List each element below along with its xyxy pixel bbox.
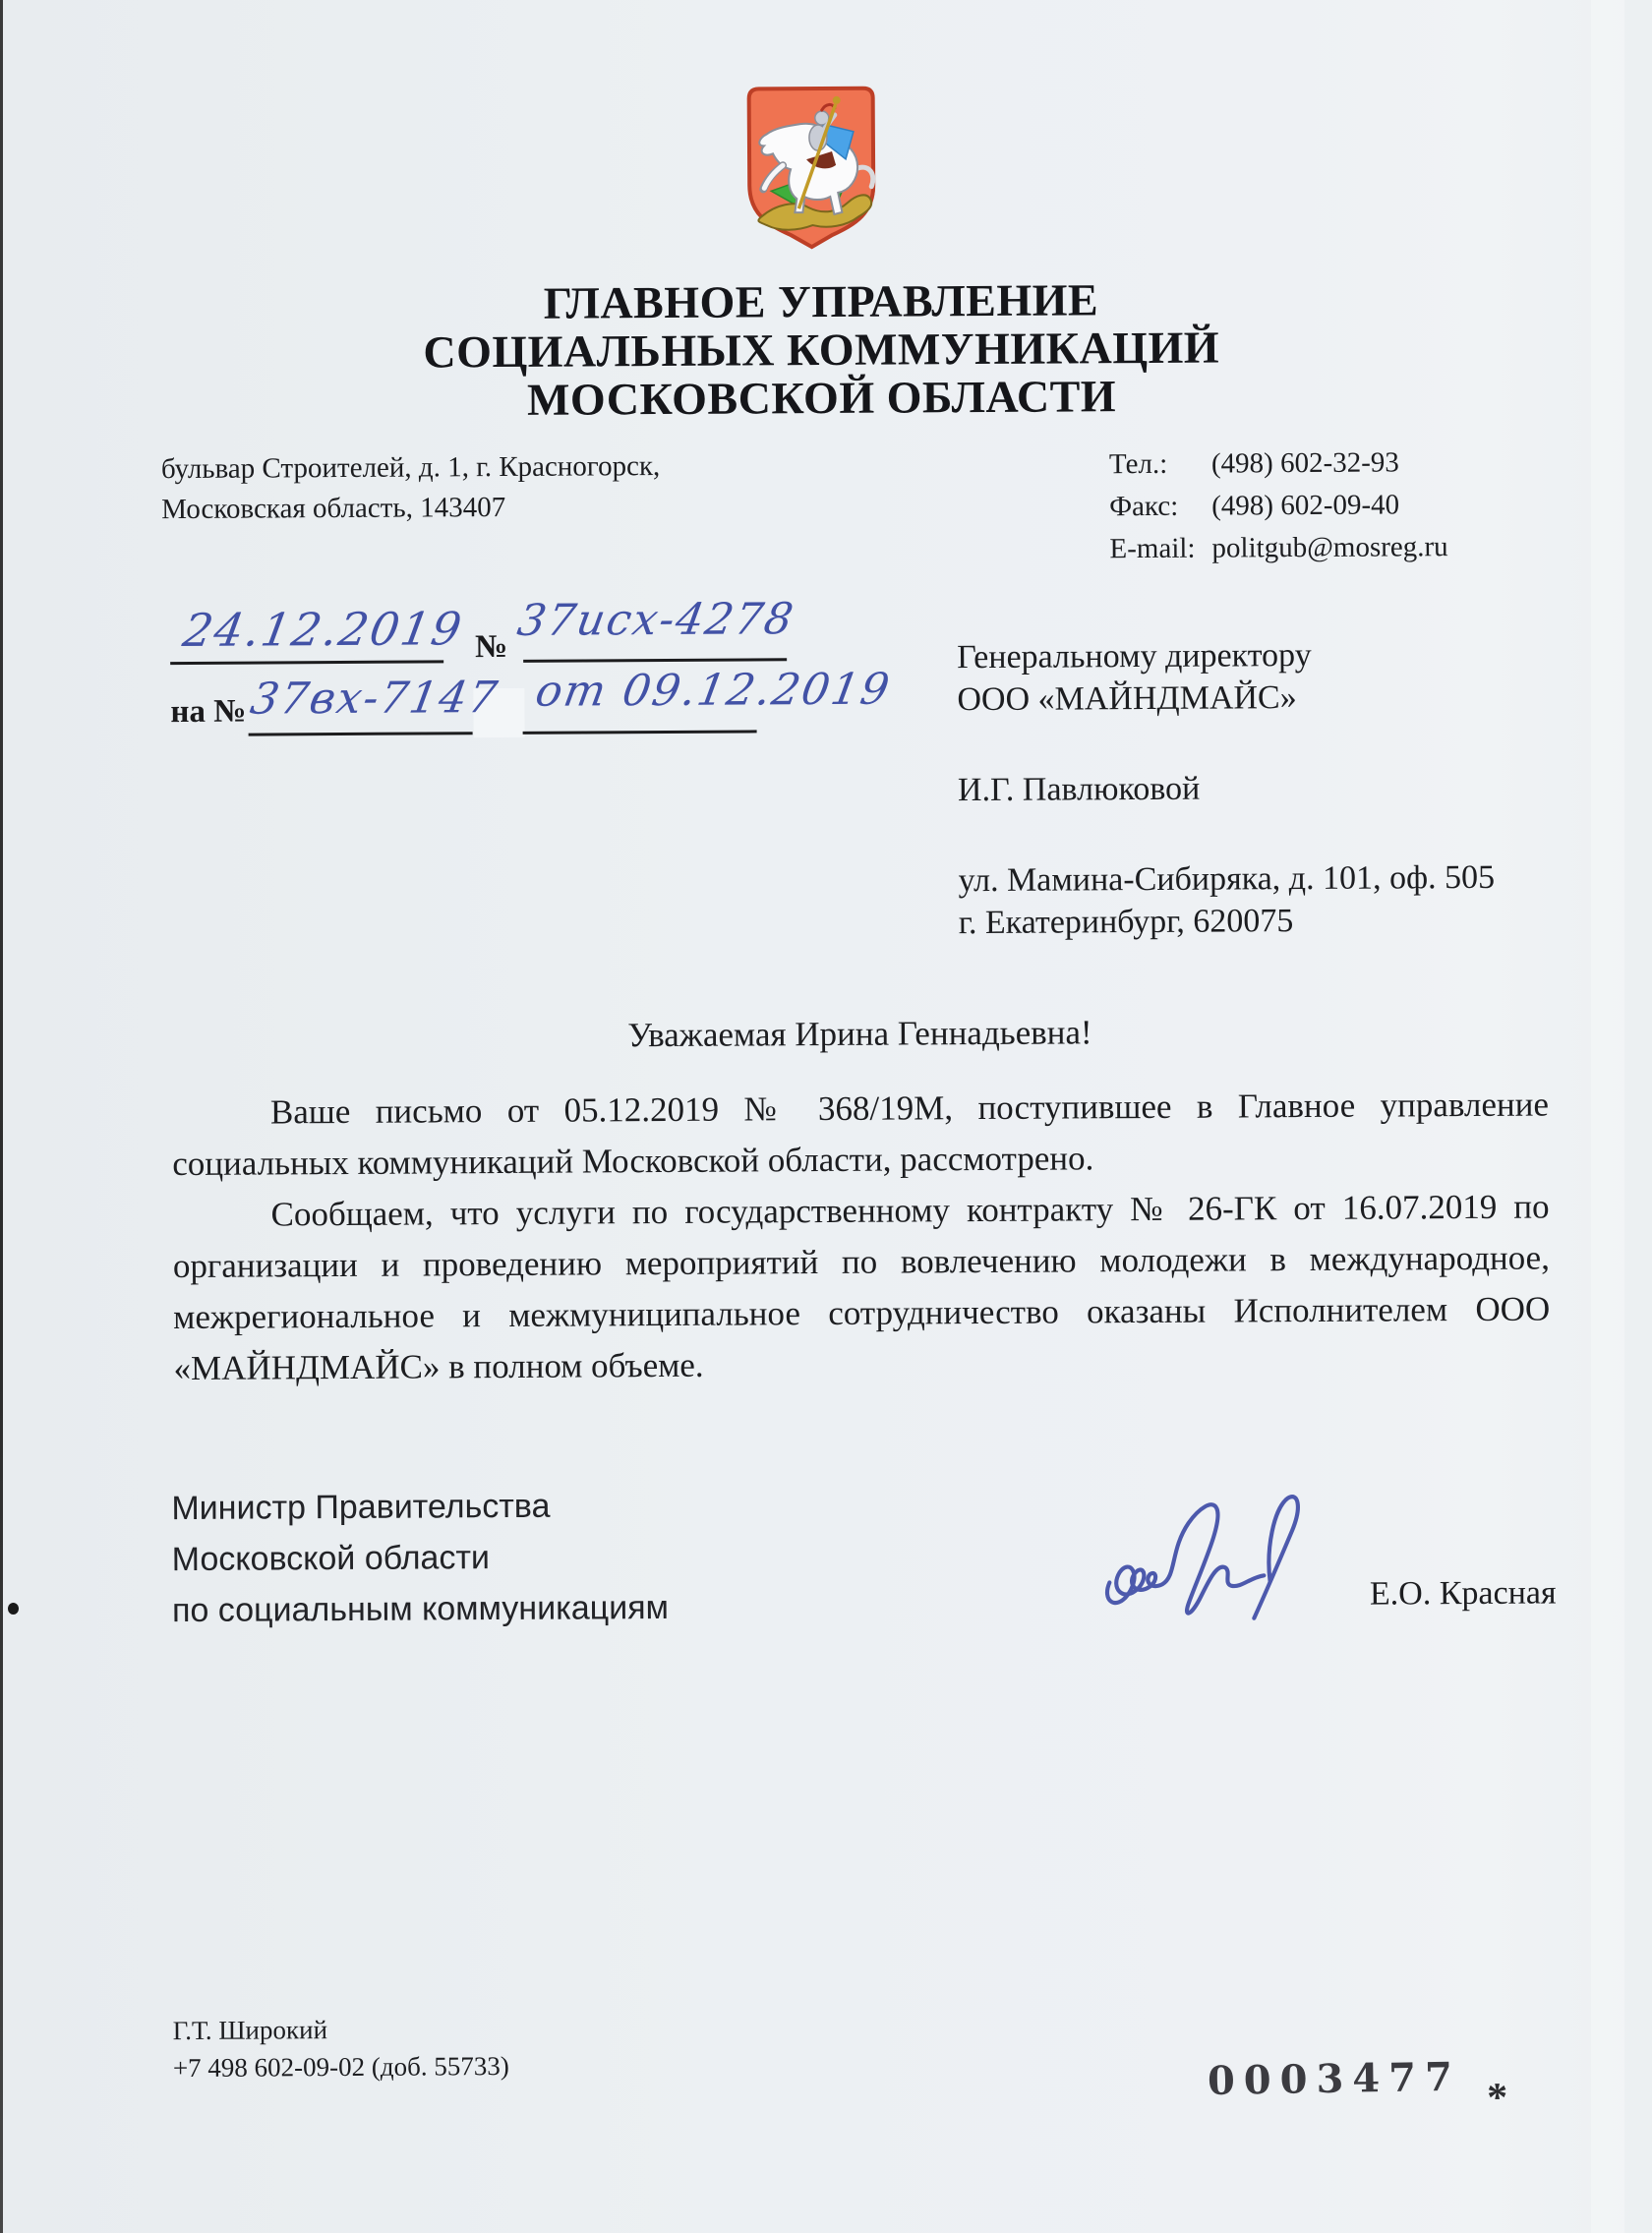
incoming-date-handwritten: от 09.12.2019 [532, 664, 895, 717]
letter-body [172, 1080, 1551, 1395]
executor-block [173, 2010, 509, 2086]
incoming-date-underline [523, 730, 757, 734]
stamp-asterisk: * [1486, 2075, 1508, 2121]
recipient-block [957, 633, 1495, 944]
handwritten-signature-icon [1089, 1484, 1345, 1638]
signer-name: Е.О. Красная [1369, 1574, 1557, 1613]
recipient-person: И.Г. Павлюковой [957, 770, 1201, 809]
executor-name: Г.Т. Широкий [172, 2015, 328, 2046]
recipient-company: ООО «МАЙНДМАЙС» [957, 679, 1297, 719]
salutation: Уважаемая Ирина Геннадьевна! [627, 1013, 1092, 1055]
number-sign-label: № [474, 628, 508, 666]
sender-address-line-2: Московская область, 143407 [161, 491, 506, 526]
sender-contacts [1109, 441, 1448, 570]
sender-address-line-1: бульвар Строителей, д. 1, г. Красногорск, [160, 450, 661, 486]
signer-position-line-3: по социальным коммуникациям [171, 1588, 670, 1630]
email-label: E-mail: [1109, 532, 1196, 565]
signer-position-line-1: Министр Правительства [171, 1487, 551, 1528]
organization-title [0, 272, 1648, 427]
outgoing-number-underline [523, 658, 787, 663]
fax-value: (498) 602-09-40 [1211, 489, 1400, 522]
recipient-city-address: г. Екатеринбург, 620075 [958, 903, 1294, 942]
contact-fax-row [1109, 484, 1447, 528]
body-paragraph-1: Ваше письмо от 05.12.2019 № 368/19М, поступившее в Главное управление социальных коммуникаций Московской области, рассмотрено. [172, 1085, 1550, 1184]
incoming-number-underline [249, 732, 473, 735]
phone-label: Тел.: [1108, 447, 1168, 481]
org-title-line-1: ГЛАВНОЕ УПРАВЛЕНИЕ [543, 274, 1099, 328]
incoming-number-handwritten: 37вх-7147 [247, 673, 502, 725]
signer-position-line-2: Московской области [171, 1539, 491, 1579]
stamp-number: 0003477 [1207, 2053, 1462, 2104]
contact-email-row [1109, 526, 1447, 570]
moscow-oblast-coat-of-arms-icon [738, 83, 886, 253]
reply-to-label: на № [170, 693, 247, 731]
sender-address [161, 446, 661, 530]
org-title-line-2: СОЦИАЛЬНЫХ КОММУНИКАЦИЙ [423, 322, 1220, 378]
contact-phone-row [1109, 441, 1447, 486]
executor-phone: +7 498 602-09-02 (доб. 55733) [172, 2050, 509, 2084]
recipient-position: Генеральному директору [957, 636, 1312, 676]
outgoing-date-underline [170, 660, 443, 665]
recipient-street-address: ул. Мамина-Сибиряка, д. 101, оф. 505 [958, 858, 1496, 900]
org-title-line-3: МОСКОВСКОЙ ОБЛАСТИ [526, 371, 1117, 425]
body-paragraph-2: Сообщаем, что услуги по государственному контракту № 26-ГК от 16.07.2019 по организации и проведению мероприятий по вовлечению молодежи в международное, межрегиональное и межмуниципальное сотрудничество оказаны Исполнителем ООО «МАЙНДМАЙС» в полном объеме. [172, 1187, 1551, 1388]
signer-position-block [171, 1480, 669, 1636]
phone-value: (498) 602-32-93 [1210, 446, 1399, 480]
fax-label: Факс: [1109, 490, 1179, 523]
outgoing-number-handwritten: 37исх-4278 [513, 594, 798, 646]
email-value: politgub@mosreg.ru [1211, 531, 1448, 564]
outgoing-date-handwritten: 24.12.2019 [179, 602, 467, 658]
